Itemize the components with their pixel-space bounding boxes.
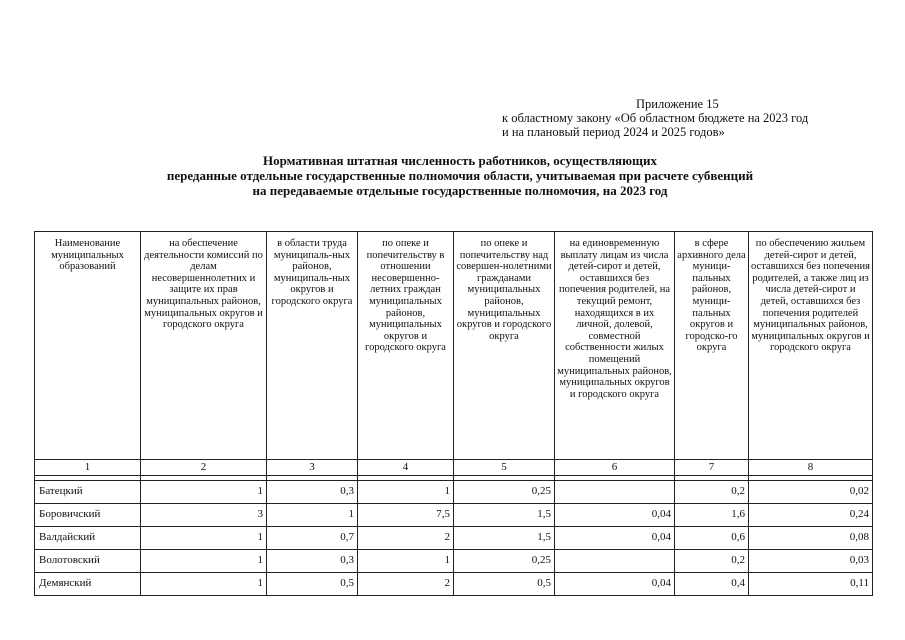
document-title [60,153,860,198]
table-cell: 7,5 [358,504,454,527]
table-cell: 1 [141,573,267,596]
table-cell: 0,6 [675,527,749,550]
header-cell: по опеке и попечительству в отношении несовершенно-летних граждан муниципальных районов, муниципальных округов и городского округа [358,232,454,460]
header-cell: в области труда муниципаль-ных районов, муниципаль-ных округов и городского округа [267,232,358,460]
table-cell: 0,24 [749,504,873,527]
column-number: 6 [555,460,675,476]
table-row [35,527,873,550]
municipality-name: Валдайский [35,527,141,550]
table-cell: 0,3 [267,481,358,504]
table-cell: 0,25 [454,481,555,504]
table-cell: 0,4 [675,573,749,596]
table-cell: 2 [358,527,454,550]
table-cell: 0,03 [749,550,873,573]
table-cell [555,550,675,573]
table-cell: 1 [141,481,267,504]
table-cell: 0,5 [454,573,555,596]
table-cell: 0,11 [749,573,873,596]
table-cell: 1,6 [675,504,749,527]
column-number: 1 [35,460,141,476]
header-row [35,232,873,460]
table-cell: 1 [141,527,267,550]
table-cell: 1 [358,550,454,573]
staffing-table [34,231,873,596]
header-cell: на обеспечение деятельности комиссий по делам несовершеннолетних и защите их прав муниципальных районов, муниципальных округов и городского округа [141,232,267,460]
column-number: 3 [267,460,358,476]
table-cell: 0,08 [749,527,873,550]
header-cell: Наименование муниципальных образований [35,232,141,460]
table-cell: 0,04 [555,527,675,550]
appendix-period: и на плановый период 2024 и 2025 годов» [502,125,725,139]
table-row [35,573,873,596]
table-row [35,481,873,504]
table-cell: 0,7 [267,527,358,550]
header-cell: по опеке и попечительству над совершен-нолетними гражданами муниципальных районов, муниципальных округов и городского округа [454,232,555,460]
table-cell: 0,2 [675,481,749,504]
table-cell: 0,5 [267,573,358,596]
title-line-1: Нормативная штатная численность работников, осуществляющих [262,153,657,168]
header-cell: на единовременную выплату лицам из числа детей-сирот и детей, оставшихся без попечения родителей, на текущий ремонт, находящихся в их личной, долевой, совместной собственности жилых помещений муниципальных районов, муниципальных округов и городского округа [555,232,675,460]
municipality-name: Волотовский [35,550,141,573]
table-row [35,504,873,527]
municipality-name: Боровичский [35,504,141,527]
column-number: 2 [141,460,267,476]
table-cell [555,481,675,504]
header-cell: по обеспечению жильем детей-сирот и детей, оставшихся без попечения родителей, а также лиц из числа детей-сирот и детей, оставшихся без попечения родителей муниципальных районов, муниципальных округов и городского округа [749,232,873,460]
table-cell: 0,04 [555,504,675,527]
table-cell: 0,25 [454,550,555,573]
column-number: 8 [749,460,873,476]
table-cell: 1 [267,504,358,527]
municipality-name: Демянский [35,573,141,596]
appendix-law-reference: к областному закону «Об областном бюджете на 2023 год [502,111,809,125]
column-number-row [35,460,873,476]
column-number: 4 [358,460,454,476]
table-cell: 1 [358,481,454,504]
title-line-2: переданные отдельные государственные полномочия области, учитываемая при расчете субвенций [166,168,754,183]
table-cell: 0,2 [675,550,749,573]
column-number: 7 [675,460,749,476]
municipality-name: Батецкий [35,481,141,504]
table-cell: 1 [141,550,267,573]
table-cell: 3 [141,504,267,527]
table-row [35,550,873,573]
table-cell: 1,5 [454,504,555,527]
table-cell: 0,04 [555,573,675,596]
table-cell: 0,3 [267,550,358,573]
table-cell: 1,5 [454,527,555,550]
column-number: 5 [454,460,555,476]
table-cell: 0,02 [749,481,873,504]
appendix-note [502,97,808,139]
appendix-number: Приложение 15 [636,97,719,111]
table-cell: 2 [358,573,454,596]
title-line-3: на передаваемые отдельные государственные полномочия, на 2023 год [252,183,668,198]
header-cell: в сфере архивного дела муници-пальных районов, муници-пальных округов и городско-го округа [675,232,749,460]
